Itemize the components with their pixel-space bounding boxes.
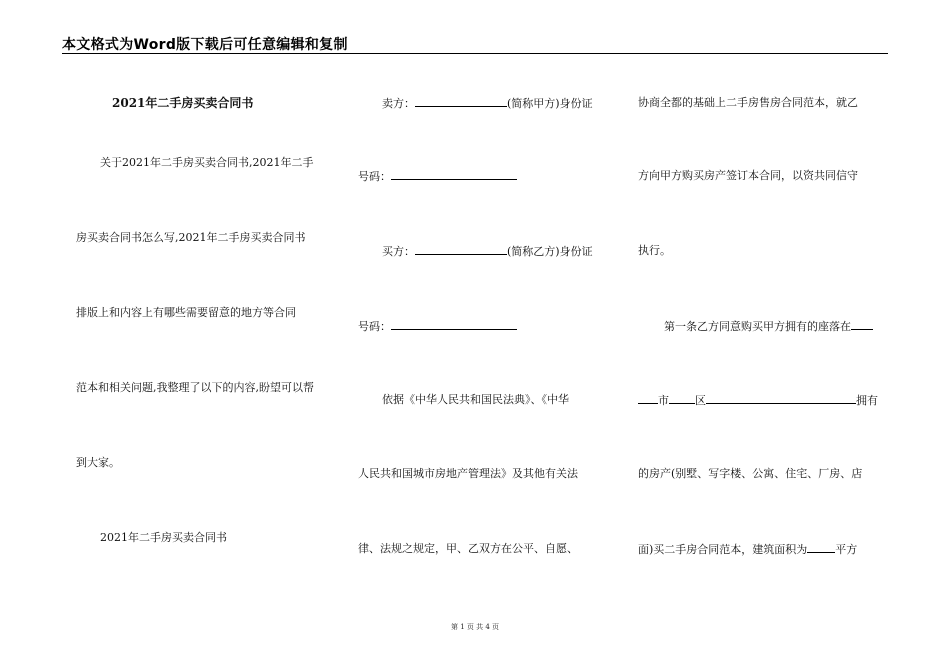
seller-id-label: 号码： [358,170,391,183]
seller-name-blank [415,96,507,107]
paragraph-line: 方向甲方购买房产签订本合同，以资共同信守 [638,169,858,182]
address-line [638,393,878,408]
page-number: 第 1 页 共 4 页 [450,623,500,631]
article-1-line [664,319,873,334]
column-1 [62,0,324,672]
article-1-text: 第一条乙方同意购买甲方拥有的座落在 [664,320,851,333]
document-header: 本文格式为Word版下载后可任意编辑和复制 [62,37,348,53]
paragraph-line: 关于2021年二手房买卖合同书,2021年二手 [100,156,314,169]
buyer-name-blank [415,244,507,255]
paragraph-line: 排版上和内容上有哪些需要留意的地方等合同 [76,306,296,319]
paragraph-line: 的房产(别墅、写字楼、公寓、住宅、厂房、店 [638,467,863,480]
paragraph-line: 范本和相关问题,我整理了以下的内容,盼望可以帮 [76,381,314,394]
area-unit: 平方 [835,543,858,556]
city-blank [638,393,658,404]
area-blank [807,542,835,553]
district-blank [669,393,695,404]
buyer-label: 买方： [382,245,415,258]
buyer-id-label: 号码： [358,320,391,333]
paragraph-line: 依据《中华人民共和国民法典》、《中华 [382,393,569,406]
area-line [638,542,857,557]
document-title: 2021年二手房买卖合同书 [112,96,254,110]
own-label: 拥有 [856,394,878,407]
paragraph-line: 律、法规之规定，甲、乙双方在公平、自愿、 [358,542,578,555]
paragraph-line: 人民共和国城市房地产管理法》及其他有关法 [358,467,578,480]
paragraph-line: 协商全都的基础上二手房售房合同范本，就乙 [638,96,858,109]
district-label: 区 [695,394,706,407]
area-text: 面)买二手房合同范本，建筑面积为 [638,543,808,556]
address-blank [706,393,856,404]
location-blank [851,319,873,330]
buyer-id-line [358,319,517,334]
city-label: 市 [658,394,669,407]
section-subtitle: 2021年二手房买卖合同书 [100,531,227,544]
seller-label: 卖方： [382,97,415,110]
column-3 [638,0,888,672]
paragraph-line: 执行。 [638,244,671,257]
seller-id-blank [391,169,517,180]
seller-suffix: (简称甲方)身份证 [507,97,593,110]
paragraph-line: 房买卖合同书怎么写,2021年二手房买卖合同书 [76,231,306,244]
column-2 [358,0,608,672]
seller-id-line [358,169,517,184]
buyer-id-blank [391,319,517,330]
paragraph-line: 到大家。 [76,456,120,469]
seller-line [382,96,593,111]
buyer-suffix: (简称乙方)身份证 [507,245,593,258]
buyer-line [382,244,593,259]
